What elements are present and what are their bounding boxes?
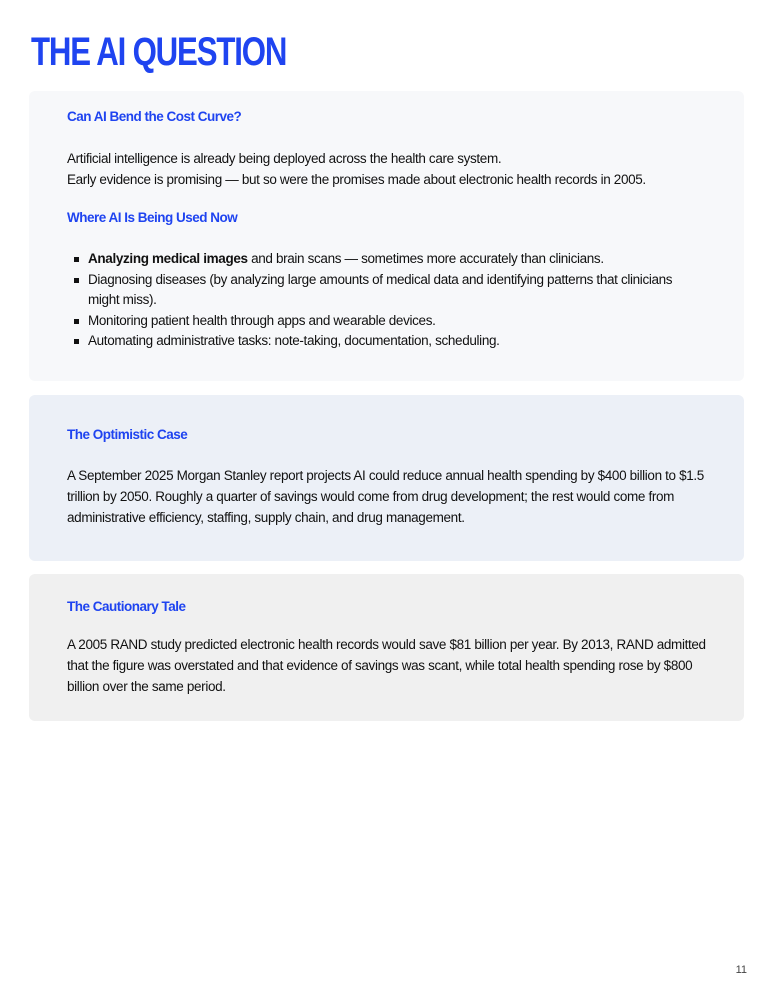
page-title: THE AI QUESTION [31, 30, 287, 74]
list-item [67, 311, 704, 332]
page-number: 11 [735, 964, 747, 976]
cautionary-card [29, 574, 744, 721]
list-item-text: and brain scans — sometimes more accurately than clinicians. [247, 251, 604, 266]
bullet-icon [74, 278, 79, 283]
list-item [67, 249, 704, 270]
list-item-text: Automating administrative tasks: note-taking, documentation, scheduling. [88, 333, 500, 348]
optimistic-heading: The Optimistic Case [67, 427, 188, 442]
bullet-icon [74, 339, 79, 344]
list-item-bold: Analyzing medical images [88, 251, 248, 266]
cautionary-heading: The Cautionary Tale [67, 599, 186, 614]
intro-heading: Can AI Bend the Cost Curve? [67, 109, 242, 124]
intro-paragraph-line1: Artificial intelligence is already being deployed across the health care system. [67, 151, 502, 166]
cautionary-paragraph: A 2005 RAND study predicted electronic health records would save $81 billion per year. By 2013, RAND admitted that the figure was overstated and that evidence of savings was scant, while total health spending rose by $800 billion over the same period. [67, 637, 706, 694]
bullet-icon [74, 319, 79, 324]
optimistic-paragraph: A September 2025 Morgan Stanley report projects AI could reduce annual health spending by $400 billion to $1.5 trillion by 2050. Roughly a quarter of savings would come from drug development; the rest would come from administrative efficiency, staffing, supply chain, and drug management. [67, 468, 704, 525]
list-item [67, 270, 704, 311]
optimistic-card [29, 395, 744, 561]
list-item-text: Monitoring patient health through apps and wearable devices. [88, 312, 436, 328]
list-item [67, 331, 704, 352]
uses-list [67, 249, 704, 352]
intro-paragraph-line2: Early evidence is promising — but so were the promises made about electronic health records in 2005. [67, 172, 646, 187]
intro-paragraph [67, 148, 714, 190]
list-item-text: Diagnosing diseases (by analyzing large amounts of medical data and identifying patterns that clinicians might miss). [88, 271, 673, 307]
bullet-icon [74, 257, 79, 262]
uses-subheading: Where AI Is Being Used Now [67, 210, 238, 225]
intro-card [29, 91, 744, 381]
